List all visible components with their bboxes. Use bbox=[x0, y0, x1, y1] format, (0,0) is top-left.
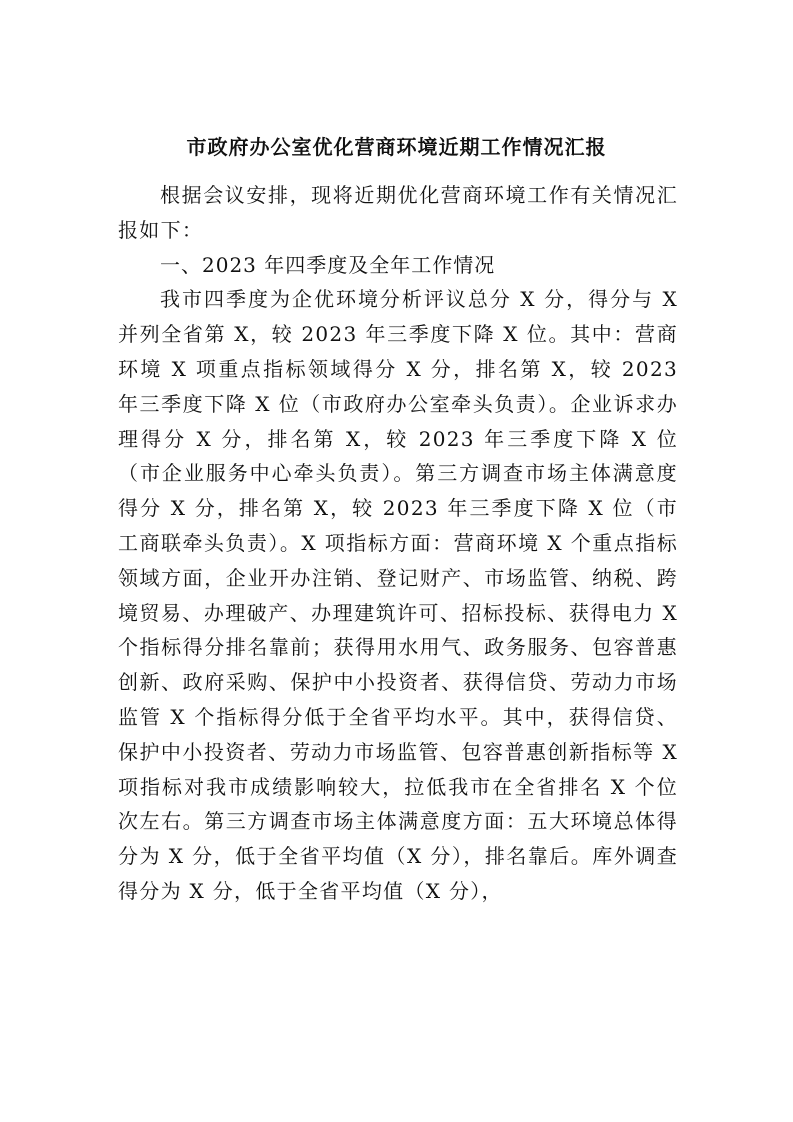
section-paragraph: 我市四季度为企优环境分析评议总分 X 分，得分与 X 并列全省第 X，较 2023 年三季度下降 X 位。其中：营商环境 X 项重点指标领域得分 X 分，排名第 X，较 2023 年三季度下降 X 位（市政府办公室牵头负责）。企业诉求办理得分 X 分，排名第 X，较 2023 年三季度下降 X 位（市企业服务中心牵头负责）。第三方调查市场主体满意度得分 X 分，排名第 X，较 2023 年三季度下降 X 位（市工商联牵头负责）。X 项指标方面：营商环境 X 个重点指标领域方面，企业开办注销、登记财产、市场监管、纳税、跨境贸易、办理破产、办理建筑许可、招标投标、获得电力 X 个指标得分排名靠前；获得用水用气、政务服务、包容普惠创新、政府采购、保护中小投资者、获得信贷、劳动力市场监管 X 个指标得分低于全省平均水平。其中，获得信贷、保护中小投资者、劳动力市场监管、包容普惠创新指标等 X 项指标对我市成绩影响较大，拉低我市在全省排名 X 个位次左右。第三方调查市场主体满意度方面：五大环境总体得分为 X 分，低于全省平均值（X 分），排名靠后。库外调查得分为 X 分，低于全省平均值（X 分）， bbox=[118, 287, 678, 903]
intro-paragraph: 根据会议安排，现将近期优化营商环境工作有关情况汇报如下： bbox=[118, 183, 678, 242]
document-title: 市政府办公室优化营商环境近期工作情况汇报 bbox=[186, 135, 607, 159]
document-body bbox=[118, 178, 678, 909]
section-heading: 一、2023 年四季度及全年工作情况 bbox=[160, 252, 496, 277]
